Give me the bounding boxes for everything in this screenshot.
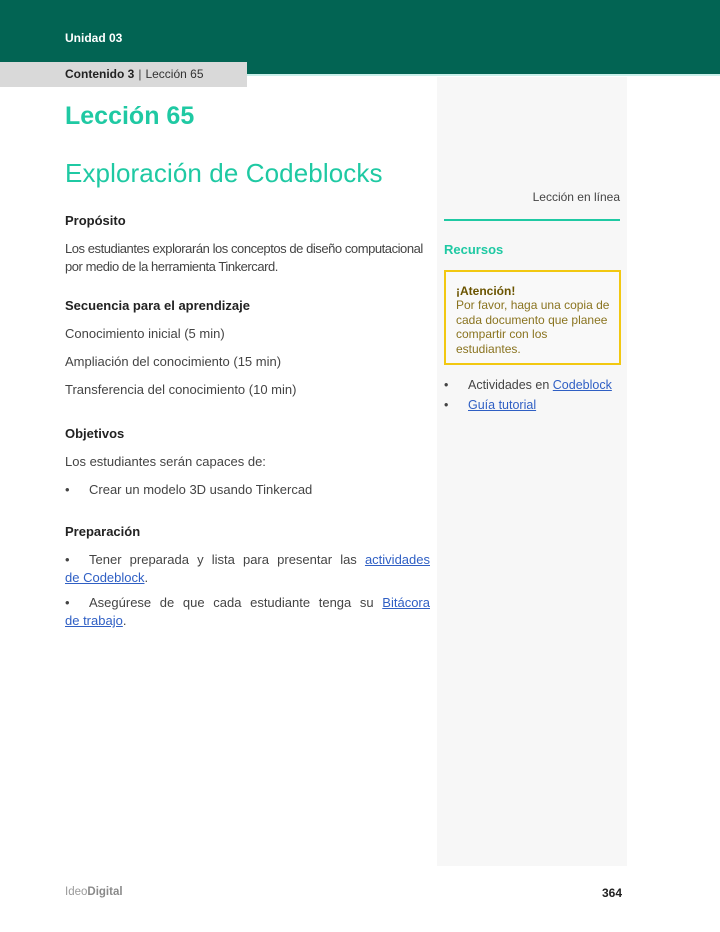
codeblock-link[interactable]: Codeblock <box>552 378 612 392</box>
resource-prefix: Actividades en <box>468 378 553 392</box>
sequence-heading: Secuencia para el aprendizaje <box>65 298 250 313</box>
resource-item <box>444 377 624 397</box>
sidebar-divider <box>444 219 620 221</box>
preparation-text: Asegúrese de que cada estudiante tenga su <box>89 595 383 610</box>
purpose-text <box>65 240 430 276</box>
objectives-intro: Los estudiantes serán capaces de: <box>65 454 266 469</box>
brand-light: Ideo <box>65 886 88 898</box>
resource-item <box>444 397 624 417</box>
tutorial-guide-link[interactable]: Guía tutorial <box>468 398 537 412</box>
purpose-heading: Propósito <box>65 213 126 228</box>
preparation-suffix: . <box>144 570 149 585</box>
bullet-icon: • <box>444 398 449 412</box>
sequence-item: Transferencia del conocimiento (10 min) <box>65 382 297 397</box>
footer-brand <box>65 886 123 898</box>
purpose-text-content: Los estudiantes explorarán los conceptos de diseño computacional por medio de la herramienta Tinkercard. <box>65 241 423 274</box>
objective-item <box>65 481 430 499</box>
bullet-icon: • <box>65 595 70 610</box>
objectives-heading: Objetivos <box>65 426 125 441</box>
resource-list <box>444 377 624 417</box>
breadcrumb-separator: | <box>138 67 142 81</box>
attention-box <box>444 270 621 365</box>
page-subtitle: Exploración de Codeblocks <box>65 158 383 188</box>
page-title: Lección 65 <box>65 102 195 130</box>
attention-text: Por favor, haga una copia de cada documento que planee compartir con los estudiantes. <box>456 298 610 356</box>
breadcrumb <box>0 62 247 87</box>
sequence-item: Ampliación del conocimiento (15 min) <box>65 354 282 369</box>
lesson-mode-label: Lección en línea <box>532 190 620 204</box>
preparation-item <box>65 594 430 630</box>
bullet-icon: • <box>65 482 70 497</box>
resources-heading: Recursos <box>444 242 504 257</box>
objective-text: Crear un modelo 3D usando Tinkercad <box>89 482 313 497</box>
bullet-icon: • <box>65 552 70 567</box>
preparation-suffix: . <box>122 613 127 628</box>
activities-codeblock-link[interactable]: actividades de Codeblock <box>65 552 430 585</box>
preparation-item <box>65 551 430 587</box>
page-number: 364 <box>601 886 622 900</box>
breadcrumb-content: Contenido 3 <box>65 67 135 81</box>
work-log-link[interactable]: Bitácora de trabajo <box>65 595 430 628</box>
preparation-heading: Preparación <box>65 524 141 539</box>
brand-bold: Digital <box>87 886 123 898</box>
sequence-item: Conocimiento inicial (5 min) <box>65 326 225 341</box>
breadcrumb-lesson: Lección 65 <box>145 67 204 81</box>
unit-label: Unidad 03 <box>65 31 123 45</box>
attention-title: ¡Atención! <box>456 284 516 298</box>
preparation-text: Tener preparada y lista para presentar las <box>89 552 365 567</box>
bullet-icon: • <box>444 378 449 392</box>
